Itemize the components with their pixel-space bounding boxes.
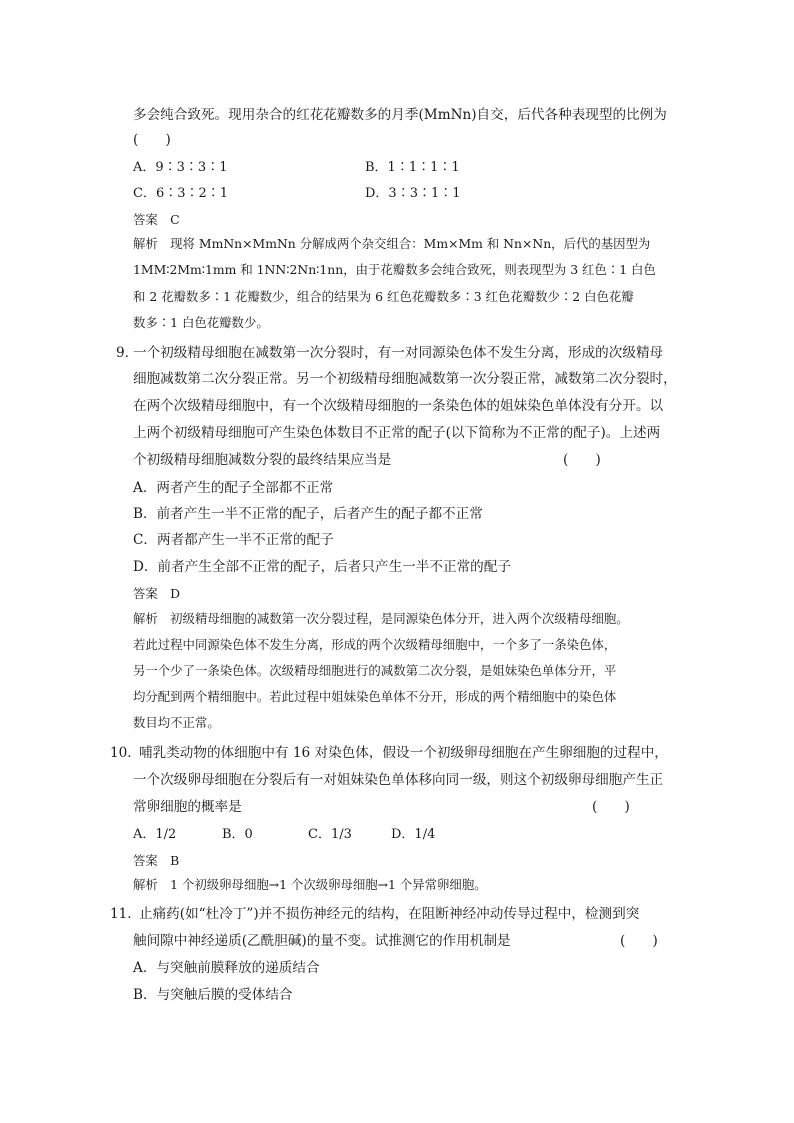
q10-option-d: D．1/4 xyxy=(391,827,436,842)
q8-option-b: B．1∶1∶1∶1 xyxy=(365,160,460,175)
q9-stem-line-4: 上两个初级精母细胞可产生染色体数目不正常的配子(以下简称为不正常的配子)。上述两 xyxy=(133,425,661,441)
q11-number: 11． xyxy=(110,906,141,922)
q8-explanation-line-2: 1MM∶2Mm∶1mm 和 1NN∶2Nn∶1nn，由于花瓣数多会纯合致死，则表现型为 3 红色∶1 白色 xyxy=(133,262,656,277)
q11-stem-line-2: 触间隙中神经递质(乙酰胆碱)的量不变。试推测它的作用机制是 xyxy=(133,933,511,949)
q9-explanation-line-4: 均分配到两个精细胞中。若此过程中姐妹染色单体不分开，形成的两个精细胞中的染色体 xyxy=(133,689,617,704)
q9-option-b: B．前者产生一半不正常的配子，后者产生的配子都不正常 xyxy=(133,506,483,522)
q11-answer-paren: ( ) xyxy=(620,933,658,949)
q8-option-a: A．9∶3∶3∶1 xyxy=(133,160,228,175)
q9-explanation-line-5: 数目均不正常。 xyxy=(133,715,220,730)
q10-explanation-line-1: 解析 1 个初级卵母细胞→1 个次级卵母细胞→1 个异常卵细胞。 xyxy=(133,877,487,892)
q11-stem-line-1: 止痛药(如“杜冷丁”)并不损伤神经元的结构，在阻断神经冲动传导过程中，检测到突 xyxy=(139,906,640,922)
q10-option-c: C．1/3 xyxy=(308,827,352,842)
q8-option-d: D．3∶3∶1∶1 xyxy=(365,186,461,201)
q8-explanation-line-4: 数多∶1 白色花瓣数少。 xyxy=(133,315,269,330)
q9-option-d: D．前者产生全部不正常的配子，后者只产生一半不正常的配子 xyxy=(133,559,511,575)
q10-stem-line-1: 哺乳类动物的体细胞中有 16 对染色体，假设一个初级卵母细胞在产生卵细胞的过程中， xyxy=(139,745,668,761)
q9-stem-line-5: 个初级精母细胞减数分裂的最终结果应当是 xyxy=(133,452,392,468)
q8-explanation-line-1: 解析 现将 MmNn×MmNn 分解成两个杂交组合：Mm×Mm 和 Nn×Nn，后代的基因型为 xyxy=(133,236,651,251)
q10-option-b: B．0 xyxy=(222,827,253,842)
q9-answer-paren: ( ) xyxy=(563,452,601,468)
q8-answer-paren: ( ) xyxy=(133,132,171,148)
q10-option-a: A．1/2 xyxy=(133,827,177,842)
q10-answer-paren: ( ) xyxy=(592,799,630,815)
q9-stem-line-1: 一个初级精母细胞在减数第一次分裂时，有一对同源染色体不发生分离，形成的次级精母 xyxy=(133,345,664,361)
q9-answer: 答案 D xyxy=(133,586,181,601)
q10-answer: 答案 B xyxy=(133,853,180,868)
q8-answer: 答案 C xyxy=(133,212,180,227)
q9-explanation-line-2: 若此过程中同源染色体不发生分离，形成的两个次级精母细胞中，一个多了一条染色体， xyxy=(133,637,617,652)
q8-stem-line: 多会纯合致死。现用杂合的红花花瓣数多的月季(MmNn)自交，后代各种表现型的比例为 xyxy=(133,107,667,123)
q9-stem-line-3: 在两个次级精母细胞中，有一个次级精母细胞的一条染色体的姐妹染色单体没有分开。以 xyxy=(133,398,664,414)
q10-stem-line-2: 一个次级卵母细胞在分裂后有一对姐妹染色单体移向同一级，则这个初级卵母细胞产生正 xyxy=(133,772,664,788)
q9-stem-line-2: 细胞减数第二次分裂正常。另一个初级精母细胞减数第一次分裂正常，减数第二次分裂时， xyxy=(133,371,677,387)
q9-option-a: A．两者产生的配子全部都不正常 xyxy=(133,480,334,496)
q11-option-b: B．与突触后膜的受体结合 xyxy=(133,987,293,1003)
q8-option-c: C．6∶3∶2∶1 xyxy=(133,186,229,201)
q11-option-a: A．与突触前膜释放的递质结合 xyxy=(133,960,320,976)
q10-stem-line-3: 常卵细胞的概率是 xyxy=(133,799,242,815)
q9-option-c: C．两者都产生一半不正常的配子 xyxy=(133,532,334,548)
q9-explanation-line-1: 解析 初级精母细胞的减数第一次分裂过程，是同源染色体分开，进入两个次级精母细胞。 xyxy=(133,611,629,626)
q9-number: 9． xyxy=(116,345,139,361)
q8-explanation-line-3: 和 2 花瓣数多∶1 花瓣数少，组合的结果为 6 红色花瓣数多∶3 红色花瓣数少∶2 白色花瓣 xyxy=(133,289,634,304)
q10-number: 10． xyxy=(110,745,141,761)
q9-explanation-line-3: 另一个少了一条染色体。次级精母细胞进行的减数第二次分裂，是姐妹染色单体分开，平 xyxy=(133,663,617,678)
